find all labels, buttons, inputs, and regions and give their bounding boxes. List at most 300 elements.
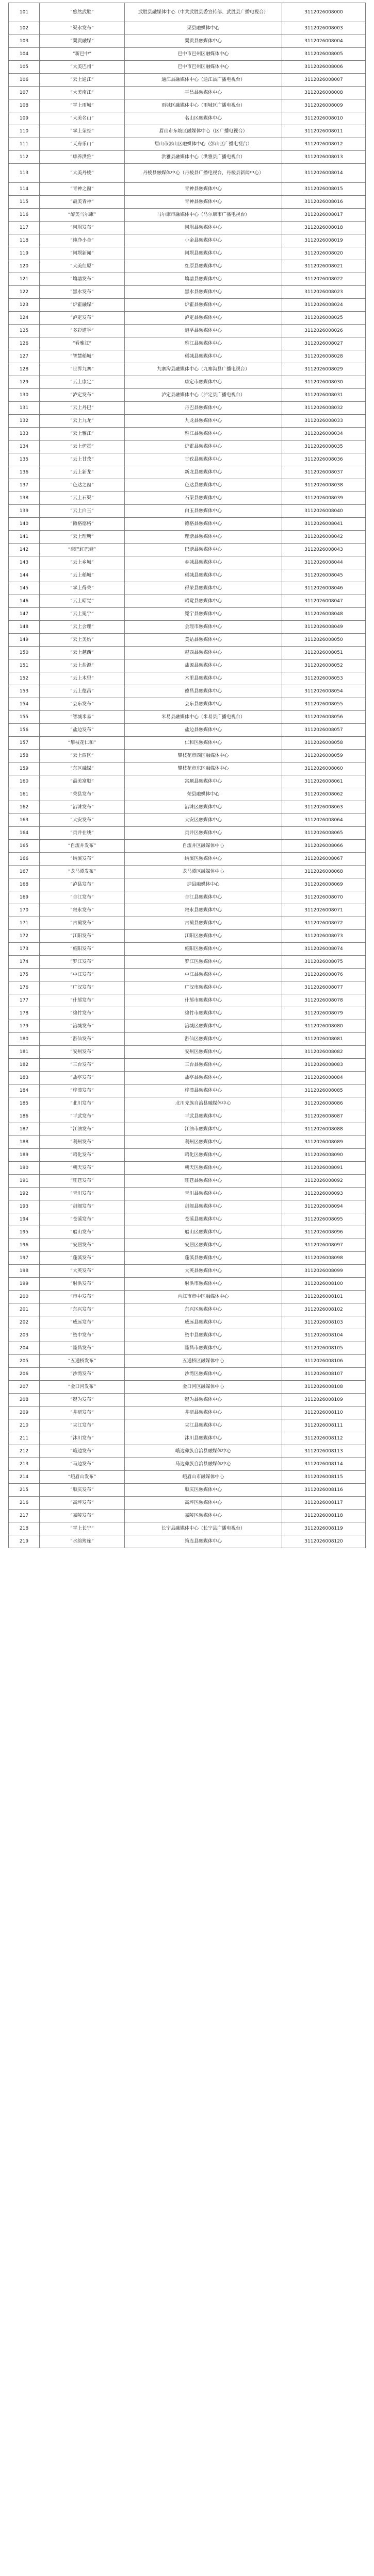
table-row	[9, 479, 366, 492]
organization-cell: 攀枝花市东区融媒体中心	[125, 762, 282, 775]
registration-code-cell: 3112026008028	[282, 350, 366, 363]
account-name-cell: “智城米易”	[40, 711, 125, 724]
table-row	[9, 891, 366, 904]
table-row	[9, 164, 366, 183]
organization-cell: 德格县融媒体中心	[125, 518, 282, 531]
account-name-cell: “康养洪雅”	[40, 151, 125, 164]
registration-code-cell: 3112026008078	[282, 994, 366, 1007]
account-name-cell: “云上乡城”	[40, 556, 125, 569]
table-row	[9, 61, 366, 74]
table-row	[9, 505, 366, 518]
registration-code-cell: 3112026008030	[282, 376, 366, 389]
organization-cell: 什邡市融媒体中心	[125, 994, 282, 1007]
registration-code-cell: 3112026008012	[282, 138, 366, 151]
organization-cell: 武胜县融媒体中心（中共武胜县委宣传部、武胜县广播电视台）	[125, 3, 282, 22]
registration-code-cell: 3112026008043	[282, 544, 366, 556]
row-number-cell: 149	[9, 634, 40, 647]
account-name-cell: “掌上雨城”	[40, 99, 125, 112]
account-name-cell: “水韵筠连”	[40, 1535, 125, 1548]
row-number-cell: 141	[9, 531, 40, 544]
registration-code-cell: 3112026008066	[282, 840, 366, 853]
registration-code-cell: 3112026008075	[282, 956, 366, 969]
row-number-cell: 101	[9, 3, 40, 22]
account-name-cell: “三台发布”	[40, 1059, 125, 1072]
row-number-cell: 182	[9, 1059, 40, 1072]
registration-code-cell: 3112026008016	[282, 196, 366, 209]
row-number-cell: 181	[9, 1046, 40, 1059]
registration-code-cell: 3112026008027	[282, 337, 366, 350]
account-name-cell: “威远发布”	[40, 1316, 125, 1329]
row-number-cell: 169	[9, 891, 40, 904]
row-number-cell: 190	[9, 1162, 40, 1175]
table-row	[9, 621, 366, 634]
row-number-cell: 177	[9, 994, 40, 1007]
account-name-cell: “最美富顺”	[40, 775, 125, 788]
table-row	[9, 1213, 366, 1226]
organization-cell: 小金县融媒体中心	[125, 234, 282, 247]
organization-cell: 长宁县融媒体中心（长宁县广播电视台）	[125, 1522, 282, 1535]
organization-cell: 三台县融媒体中心	[125, 1059, 282, 1072]
registration-code-cell: 3112026008052	[282, 659, 366, 672]
account-name-cell: “看雅江”	[40, 337, 125, 350]
account-name-cell: “利州发布”	[40, 1136, 125, 1149]
row-number-cell: 195	[9, 1226, 40, 1239]
registration-code-cell: 3112026008042	[282, 531, 366, 544]
registration-code-cell: 3112026008076	[282, 969, 366, 981]
table-row	[9, 840, 366, 853]
table-row	[9, 814, 366, 827]
row-number-cell: 175	[9, 969, 40, 981]
registration-code-cell: 3112026008091	[282, 1162, 366, 1175]
table-row	[9, 750, 366, 762]
row-number-cell: 105	[9, 61, 40, 74]
table-row	[9, 492, 366, 505]
account-name-cell: “自流井发布”	[40, 840, 125, 853]
registration-code-cell: 3112026008014	[282, 164, 366, 183]
account-name-cell: “纯净小金”	[40, 234, 125, 247]
account-name-cell: “江阳发布”	[40, 930, 125, 943]
registration-code-cell: 3112026008038	[282, 479, 366, 492]
organization-cell: 绵竹市融媒体中心	[125, 1007, 282, 1020]
organization-cell: 利州区融媒体中心	[125, 1136, 282, 1149]
account-name-cell: “市中发布”	[40, 1291, 125, 1303]
registration-code-cell: 3112026008060	[282, 762, 366, 775]
table-row	[9, 672, 366, 685]
table-row	[9, 1123, 366, 1136]
table-row	[9, 1084, 366, 1097]
table-row	[9, 196, 366, 209]
row-number-cell: 136	[9, 466, 40, 479]
organization-cell: 苍溪县融媒体中心	[125, 1213, 282, 1226]
account-name-cell: “荣县发布”	[40, 788, 125, 801]
account-name-cell: “高坪发布”	[40, 1497, 125, 1510]
registration-code-cell: 3112026008041	[282, 518, 366, 531]
row-number-cell: 143	[9, 556, 40, 569]
table-row	[9, 518, 366, 531]
organization-cell: 筠连县融媒体中心	[125, 1535, 282, 1548]
table-row	[9, 428, 366, 440]
row-number-cell: 133	[9, 428, 40, 440]
account-name-cell: “大美名山”	[40, 112, 125, 125]
registration-code-cell: 3112026008040	[282, 505, 366, 518]
row-number-cell: 211	[9, 1432, 40, 1445]
table-row	[9, 1419, 366, 1432]
table-row	[9, 312, 366, 325]
organization-cell: 江阳区融媒体中心	[125, 930, 282, 943]
registration-code-cell: 3112026008074	[282, 943, 366, 956]
organization-cell: 五通桥区融媒体中心	[125, 1355, 282, 1368]
organization-cell: 旺苍县融媒体中心	[125, 1175, 282, 1188]
registration-code-cell: 3112026008037	[282, 466, 366, 479]
table-row	[9, 350, 366, 363]
registration-code-cell: 3112026008018	[282, 222, 366, 234]
row-number-cell: 191	[9, 1175, 40, 1188]
account-name-cell: “合江发布”	[40, 891, 125, 904]
organization-cell: 九寨沟县融媒体中心（九寨沟县广播电视台）	[125, 363, 282, 376]
account-name-cell: “井研发布”	[40, 1406, 125, 1419]
organization-cell: 雅江县融媒体中心	[125, 428, 282, 440]
row-number-cell: 106	[9, 74, 40, 87]
table-row	[9, 930, 366, 943]
row-number-cell: 115	[9, 196, 40, 209]
organization-cell: 越西县融媒体中心	[125, 647, 282, 659]
registration-code-cell: 3112026008116	[282, 1484, 366, 1497]
table-row	[9, 711, 366, 724]
organization-cell: 高坪区融媒体中心	[125, 1497, 282, 1510]
organization-cell: 巴中市巴州区融媒体中心	[125, 61, 282, 74]
table-row	[9, 595, 366, 608]
registration-code-cell: 3112026008032	[282, 402, 366, 415]
registration-code-cell: 3112026008118	[282, 1510, 366, 1522]
row-number-cell: 126	[9, 337, 40, 350]
table-row	[9, 608, 366, 621]
table-row	[9, 1059, 366, 1072]
row-number-cell: 166	[9, 853, 40, 866]
registration-code-cell: 3112026008065	[282, 827, 366, 840]
table-row	[9, 209, 366, 222]
registration-code-cell: 3112026008047	[282, 595, 366, 608]
row-number-cell: 161	[9, 788, 40, 801]
account-name-cell: “马边发布”	[40, 1458, 125, 1471]
table-row	[9, 943, 366, 956]
row-number-cell: 147	[9, 608, 40, 621]
organization-cell: 自流井区融媒体中心	[125, 840, 282, 853]
organization-cell: 阿坝县融媒体中心	[125, 222, 282, 234]
account-name-cell: “纳溪发布”	[40, 853, 125, 866]
table-row	[9, 125, 366, 138]
organization-cell: 青神县融媒体中心	[125, 196, 282, 209]
organization-cell: 巴中市巴州区融媒体中心	[125, 48, 282, 61]
registration-code-cell: 3112026008051	[282, 647, 366, 659]
organization-cell: 旌阳区融媒体中心	[125, 943, 282, 956]
account-name-cell: “资中发布”	[40, 1329, 125, 1342]
table-row	[9, 1188, 366, 1200]
organization-cell: 金口河区融媒体中心	[125, 1381, 282, 1394]
account-name-cell: “大安发布”	[40, 814, 125, 827]
row-number-cell: 197	[9, 1252, 40, 1265]
registration-code-cell: 3112026008031	[282, 389, 366, 402]
organization-cell: 得荣县融媒体中心	[125, 582, 282, 595]
row-number-cell: 188	[9, 1136, 40, 1149]
organization-cell: 道孚县融媒体中心	[125, 325, 282, 337]
organization-cell: 盐源县融媒体中心	[125, 659, 282, 672]
row-number-cell: 113	[9, 164, 40, 183]
registration-code-cell: 3112026008093	[282, 1188, 366, 1200]
account-name-cell: “色达之窗”	[40, 479, 125, 492]
registration-code-cell: 3112026008083	[282, 1059, 366, 1072]
row-number-cell: 176	[9, 981, 40, 994]
table-row	[9, 273, 366, 286]
registration-code-cell: 3112026008050	[282, 634, 366, 647]
table-row	[9, 222, 366, 234]
row-number-cell: 196	[9, 1239, 40, 1252]
registration-code-cell: 3112026008021	[282, 260, 366, 273]
organization-cell: 青川县融媒体中心	[125, 1188, 282, 1200]
account-name-cell: “隆昌发布”	[40, 1342, 125, 1355]
account-name-cell: “涪城发布”	[40, 1020, 125, 1033]
table-row	[9, 762, 366, 775]
row-number-cell: 194	[9, 1213, 40, 1226]
account-name-cell: “康巴红巴塘”	[40, 544, 125, 556]
table-row	[9, 151, 366, 164]
row-number-cell: 164	[9, 827, 40, 840]
organization-cell: 石渠县融媒体中心	[125, 492, 282, 505]
account-name-cell: “梓潼发布”	[40, 1084, 125, 1097]
account-name-cell: “犍为发布”	[40, 1394, 125, 1406]
organization-cell: 仁和区融媒体中心	[125, 737, 282, 750]
row-number-cell: 125	[9, 325, 40, 337]
registration-code-cell: 3112026008088	[282, 1123, 366, 1136]
account-name-cell: “大美红原”	[40, 260, 125, 273]
row-number-cell: 150	[9, 647, 40, 659]
registration-code-cell: 3112026008120	[282, 1535, 366, 1548]
table-row	[9, 453, 366, 466]
organization-cell: 德昌县融媒体中心	[125, 685, 282, 698]
row-number-cell: 160	[9, 775, 40, 788]
registration-code-cell: 3112026008054	[282, 685, 366, 698]
row-number-cell: 120	[9, 260, 40, 273]
organization-cell: 内江市市中区融媒体中心	[125, 1291, 282, 1303]
organization-cell: 犍为县融媒体中心	[125, 1394, 282, 1406]
table-row	[9, 1329, 366, 1342]
table-row	[9, 1458, 366, 1471]
account-name-cell: “罗江发布”	[40, 956, 125, 969]
row-number-cell: 183	[9, 1072, 40, 1084]
registration-code-cell: 3112026008055	[282, 698, 366, 711]
registration-code-cell: 3112026008090	[282, 1149, 366, 1162]
organization-cell: 米易县融媒体中心（米易县广播电视台）	[125, 711, 282, 724]
row-number-cell: 111	[9, 138, 40, 151]
table-row	[9, 1007, 366, 1020]
row-number-cell: 179	[9, 1020, 40, 1033]
table-row	[9, 260, 366, 273]
row-number-cell: 187	[9, 1123, 40, 1136]
table-row	[9, 1072, 366, 1084]
table-row	[9, 582, 366, 595]
row-number-cell: 171	[9, 917, 40, 930]
table-row	[9, 801, 366, 814]
registration-code-cell: 3112026008107	[282, 1368, 366, 1381]
table-row	[9, 138, 366, 151]
account-name-cell: “江油发布”	[40, 1123, 125, 1136]
table-row	[9, 775, 366, 788]
table-row	[9, 1200, 366, 1213]
row-number-cell: 109	[9, 112, 40, 125]
registration-code-cell: 3112026008069	[282, 878, 366, 891]
account-name-cell: “平武发布”	[40, 1110, 125, 1123]
account-name-cell: “大美丹棱”	[40, 164, 125, 183]
organization-cell: 木里县融媒体中心	[125, 672, 282, 685]
row-number-cell: 114	[9, 183, 40, 196]
table-row	[9, 286, 366, 299]
table-row	[9, 325, 366, 337]
account-name-cell: “微格德格”	[40, 518, 125, 531]
table-row	[9, 1239, 366, 1252]
table-row	[9, 904, 366, 917]
account-name-cell: “蓬溪发布”	[40, 1252, 125, 1265]
account-name-cell: “云上越西”	[40, 647, 125, 659]
organization-cell: 夹江县融媒体中心	[125, 1419, 282, 1432]
table-row	[9, 74, 366, 87]
row-number-cell: 174	[9, 956, 40, 969]
organization-cell: 色达县融媒体中心	[125, 479, 282, 492]
organization-cell: 白玉县融媒体中心	[125, 505, 282, 518]
registration-code-cell: 3112026008005	[282, 48, 366, 61]
registration-code-cell: 3112026008034	[282, 428, 366, 440]
account-name-cell: “峨眉山发布”	[40, 1471, 125, 1484]
organization-cell: 眉山市东坡区融媒体中心（区广播电视台）	[125, 125, 282, 138]
registration-code-cell: 3112026008081	[282, 1033, 366, 1046]
row-number-cell: 146	[9, 595, 40, 608]
account-name-cell: “船山发布”	[40, 1226, 125, 1239]
row-number-cell: 159	[9, 762, 40, 775]
registration-code-cell: 3112026008057	[282, 724, 366, 737]
account-name-cell: “翼贡融媒”	[40, 35, 125, 48]
organization-cell: 沿滩区融媒体中心	[125, 801, 282, 814]
table-row	[9, 337, 366, 350]
table-row	[9, 981, 366, 994]
account-name-cell: “游仙发布”	[40, 1033, 125, 1046]
account-name-cell: “云上通江”	[40, 74, 125, 87]
organization-cell: 安居区融媒体中心	[125, 1239, 282, 1252]
account-name-cell: “北川发布”	[40, 1097, 125, 1110]
account-name-cell: “云上理塘”	[40, 531, 125, 544]
account-name-cell: “顺庆发布”	[40, 1484, 125, 1497]
registration-code-cell: 3112026008111	[282, 1419, 366, 1432]
row-number-cell: 132	[9, 415, 40, 428]
organization-cell: 大英县融媒体中心	[125, 1265, 282, 1278]
row-number-cell: 104	[9, 48, 40, 61]
account-name-cell: “世界九寨”	[40, 363, 125, 376]
registration-code-cell: 3112026008053	[282, 672, 366, 685]
organization-cell: 纳溪区融媒体中心	[125, 853, 282, 866]
account-name-cell: “沙湾发布”	[40, 1368, 125, 1381]
table-row	[9, 376, 366, 389]
organization-cell: 雅江县融媒体中心	[125, 337, 282, 350]
organization-cell: 朝天区融媒体中心	[125, 1162, 282, 1175]
organization-cell: 丹巴县融媒体中心	[125, 402, 282, 415]
row-number-cell: 144	[9, 569, 40, 582]
registration-code-cell: 3112026008036	[282, 453, 366, 466]
organization-cell: 盐边县融媒体中心	[125, 724, 282, 737]
row-number-cell: 170	[9, 904, 40, 917]
registration-code-cell: 3112026008026	[282, 325, 366, 337]
account-name-cell: “青神之窗”	[40, 183, 125, 196]
account-name-cell: “会东发布”	[40, 698, 125, 711]
organization-cell: 攀枝花市西区融媒体中心	[125, 750, 282, 762]
table-row	[9, 415, 366, 428]
account-name-cell: “广汉发布”	[40, 981, 125, 994]
organization-cell: 眉山市彭山区融媒体中心（彭山区广播电视台）	[125, 138, 282, 151]
row-number-cell: 128	[9, 363, 40, 376]
account-name-cell: “黑水发布”	[40, 286, 125, 299]
row-number-cell: 209	[9, 1406, 40, 1419]
registration-code-cell: 3112026008006	[282, 61, 366, 74]
table-row	[9, 1303, 366, 1316]
account-name-cell: “智慧稻城”	[40, 350, 125, 363]
registration-code-cell: 3112026008000	[282, 3, 366, 22]
row-number-cell: 131	[9, 402, 40, 415]
organization-cell: 阿坝县融媒体中心	[125, 247, 282, 260]
row-number-cell: 214	[9, 1471, 40, 1484]
organization-cell: 富顺县融媒体中心	[125, 775, 282, 788]
account-name-cell: “云上甘孜”	[40, 453, 125, 466]
registration-code-cell: 3112026008112	[282, 1432, 366, 1445]
registration-code-cell: 3112026008063	[282, 801, 366, 814]
account-name-cell: “青川发布”	[40, 1188, 125, 1200]
registration-code-cell: 3112026008086	[282, 1097, 366, 1110]
row-number-cell: 219	[9, 1535, 40, 1548]
table-row	[9, 853, 366, 866]
registration-code-cell: 3112026008110	[282, 1406, 366, 1419]
table-row	[9, 183, 366, 196]
row-number-cell: 154	[9, 698, 40, 711]
table-row	[9, 87, 366, 99]
organization-cell: 黑水县融媒体中心	[125, 286, 282, 299]
registration-code-cell: 3112026008045	[282, 569, 366, 582]
registration-code-cell: 3112026008046	[282, 582, 366, 595]
organization-cell: 泸定县融媒体中心	[125, 312, 282, 325]
registration-code-cell: 3112026008082	[282, 1046, 366, 1059]
account-name-cell: “苍溪发布”	[40, 1213, 125, 1226]
table-row	[9, 1110, 366, 1123]
row-number-cell: 139	[9, 505, 40, 518]
row-number-cell: 206	[9, 1368, 40, 1381]
registration-code-cell: 3112026008064	[282, 814, 366, 827]
organization-cell: 名山区融媒体中心	[125, 112, 282, 125]
row-number-cell: 186	[9, 1110, 40, 1123]
row-number-cell: 123	[9, 299, 40, 312]
organization-cell: 贡井区融媒体中心	[125, 827, 282, 840]
organization-cell: 射洪市融媒体中心	[125, 1278, 282, 1291]
row-number-cell: 198	[9, 1265, 40, 1278]
organization-cell: 乡城县融媒体中心	[125, 556, 282, 569]
table-row	[9, 1471, 366, 1484]
table-row	[9, 737, 366, 750]
table-row	[9, 35, 366, 48]
account-name-cell: “云上冕宁”	[40, 608, 125, 621]
row-number-cell: 138	[9, 492, 40, 505]
account-name-cell: “叙永发布”	[40, 904, 125, 917]
row-number-cell: 112	[9, 151, 40, 164]
organization-cell: 洪雅县融媒体中心（洪雅县广播电视台）	[125, 151, 282, 164]
registration-code-cell: 3112026008062	[282, 788, 366, 801]
table-row	[9, 1342, 366, 1355]
row-number-cell: 142	[9, 544, 40, 556]
table-row	[9, 1291, 366, 1303]
row-number-cell: 178	[9, 1007, 40, 1020]
table-row	[9, 112, 366, 125]
